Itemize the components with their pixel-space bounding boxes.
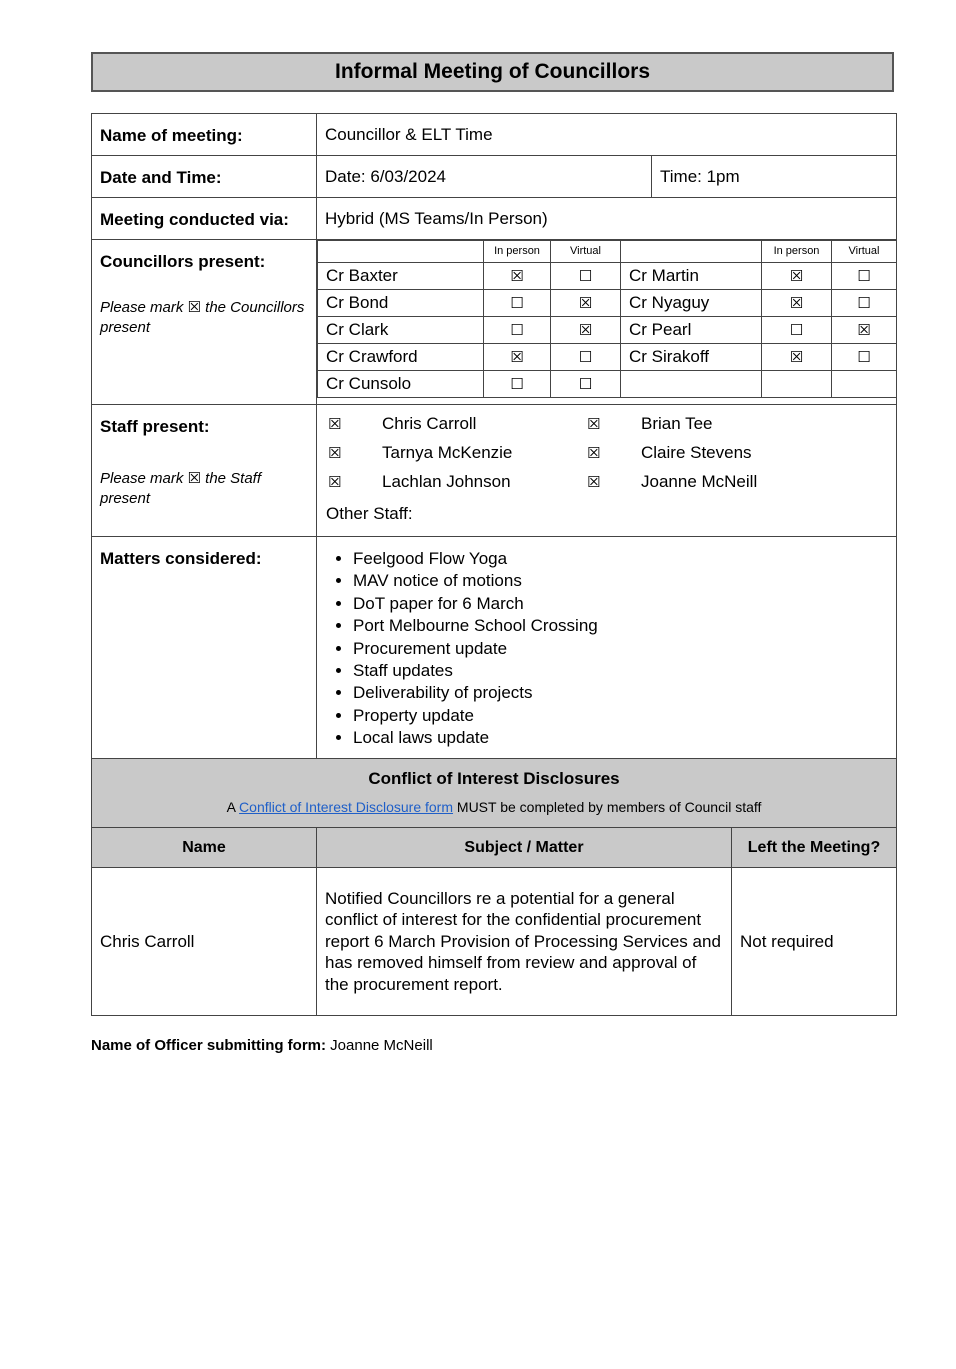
councillor-name: Cr Martin (621, 263, 762, 290)
col-header-subject: Subject / Matter (317, 828, 732, 868)
virtual-checkbox[interactable]: ☒ (551, 317, 621, 344)
coi-sub-suffix: MUST be completed by members of Council staff (453, 799, 762, 815)
via-label: Meeting conducted via: (92, 198, 317, 240)
staff-label: Staff present: (100, 417, 210, 436)
matters-label: Matters considered: (92, 537, 317, 759)
submitting-officer-label: Name of Officer submitting form: (91, 1037, 327, 1054)
councillors-note: Please mark ☒ the Councillors present (100, 299, 305, 336)
other-staff-label: Other Staff: (326, 504, 413, 523)
in-person-checkbox[interactable]: ☒ (484, 263, 551, 290)
councillors-label: Councillors present: (100, 252, 266, 271)
meeting-name-value: Councillor & ELT Time (317, 114, 897, 156)
staff-name: Brian Tee (641, 413, 713, 433)
staff-row (318, 438, 895, 467)
councillors-grid (317, 240, 897, 405)
staff-checkbox[interactable]: ☒ (328, 444, 342, 462)
list-item: • Feelgood Flow Yoga (353, 548, 895, 570)
list-item: • DoT paper for 6 March (353, 593, 895, 615)
staff-row (318, 409, 895, 438)
staff-checkbox[interactable]: ☒ (587, 415, 601, 433)
councillor-row (318, 290, 897, 317)
councillor-name: Cr Baxter (318, 263, 484, 290)
in-person-checkbox[interactable]: ☐ (484, 317, 551, 344)
coi-header (92, 759, 897, 828)
councillor-name: Cr Cunsolo (318, 371, 484, 398)
councillors-table (317, 240, 897, 398)
time-value: Time: 1pm (652, 156, 897, 198)
matters-cell (317, 537, 897, 759)
in-person-checkbox[interactable]: ☒ (484, 344, 551, 371)
councillor-name: Cr Bond (318, 290, 484, 317)
coi-name: Chris Carroll (92, 868, 317, 1016)
virtual-checkbox[interactable]: ☒ (832, 317, 897, 344)
list-item: • Procurement update (353, 638, 895, 660)
in-person-checkbox[interactable]: ☐ (762, 317, 832, 344)
matters-list (318, 538, 895, 750)
col-header-name: Name (92, 828, 317, 868)
list-item: • Staff updates (353, 660, 895, 682)
list-item: • Property update (353, 705, 895, 727)
coi-left-meeting: Not required (732, 868, 897, 1016)
virtual-checkbox[interactable]: ☐ (551, 344, 621, 371)
coi-form-link[interactable]: Conflict of Interest Disclosure form (239, 799, 454, 815)
staff-checkbox[interactable]: ☒ (328, 415, 342, 433)
coi-heading: Conflict of Interest Disclosures (368, 769, 620, 788)
staff-name: Tarnya McKenzie (382, 442, 513, 462)
councillor-name: Cr Sirakoff (621, 344, 762, 371)
page-title: Informal Meeting of Councillors (91, 52, 894, 92)
councillor-name: Cr Nyaguy (621, 290, 762, 317)
staff-row (318, 467, 895, 496)
staff-note: Please mark ☒ the Staff present (100, 470, 262, 507)
staff-label-cell (92, 405, 317, 537)
councillor-row (318, 371, 897, 398)
councillor-name: Cr Clark (318, 317, 484, 344)
staff-checkbox[interactable]: ☒ (587, 473, 601, 491)
virtual-checkbox[interactable]: ☒ (551, 290, 621, 317)
virtual-checkbox[interactable]: ☐ (551, 263, 621, 290)
list-item: • Local laws update (353, 727, 895, 749)
table-row (92, 868, 897, 1016)
councillor-name: Cr Pearl (621, 317, 762, 344)
list-item: • MAV notice of motions (353, 570, 895, 592)
staff-name: Joanne McNeill (641, 471, 758, 491)
in-person-checkbox[interactable]: ☒ (762, 290, 832, 317)
coi-sub-prefix: A (226, 799, 240, 815)
date-value: Date: 6/03/2024 (317, 156, 652, 198)
in-person-checkbox[interactable]: ☐ (484, 371, 551, 398)
staff-checkbox[interactable]: ☒ (587, 444, 601, 462)
councillor-row (318, 263, 897, 290)
hdr-in-person-right: In person (762, 241, 832, 263)
in-person-checkbox[interactable]: ☒ (762, 263, 832, 290)
hdr-virtual-left: Virtual (551, 241, 621, 263)
staff-checkbox[interactable]: ☒ (328, 473, 342, 491)
councillor-name: Cr Crawford (318, 344, 484, 371)
councillors-label-cell (92, 240, 317, 405)
councillor-row (318, 344, 897, 371)
staff-name: Chris Carroll (382, 413, 477, 433)
list-item: • Port Melbourne School Crossing (353, 615, 895, 637)
virtual-checkbox[interactable]: ☐ (832, 290, 897, 317)
coi-subject: Notified Councillors re a potential for a general conflict of interest for the confidential procurement report 6 March Provision of Processing Services and has removed himself from review and approval of the procurement report. (317, 868, 732, 1016)
submitting-officer (91, 1037, 433, 1054)
councillor-row (318, 317, 897, 344)
hdr-virtual-right: Virtual (832, 241, 897, 263)
in-person-checkbox[interactable]: ☒ (762, 344, 832, 371)
list-item: • Deliverability of projects (353, 682, 895, 704)
staff-name: Claire Stevens (641, 442, 752, 462)
coi-subtext (92, 799, 896, 815)
submitting-officer-name: Joanne McNeill (326, 1037, 433, 1054)
date-time-label: Date and Time: (92, 156, 317, 198)
meeting-name-label: Name of meeting: (92, 114, 317, 156)
meeting-form (91, 113, 897, 1016)
virtual-checkbox[interactable]: ☐ (832, 344, 897, 371)
hdr-in-person-left: In person (484, 241, 551, 263)
via-value: Hybrid (MS Teams/In Person) (317, 198, 897, 240)
staff-name: Lachlan Johnson (382, 471, 511, 491)
in-person-checkbox[interactable]: ☐ (484, 290, 551, 317)
col-header-left: Left the Meeting? (732, 828, 897, 868)
staff-cell (317, 405, 897, 537)
virtual-checkbox[interactable]: ☐ (832, 263, 897, 290)
virtual-checkbox[interactable]: ☐ (551, 371, 621, 398)
